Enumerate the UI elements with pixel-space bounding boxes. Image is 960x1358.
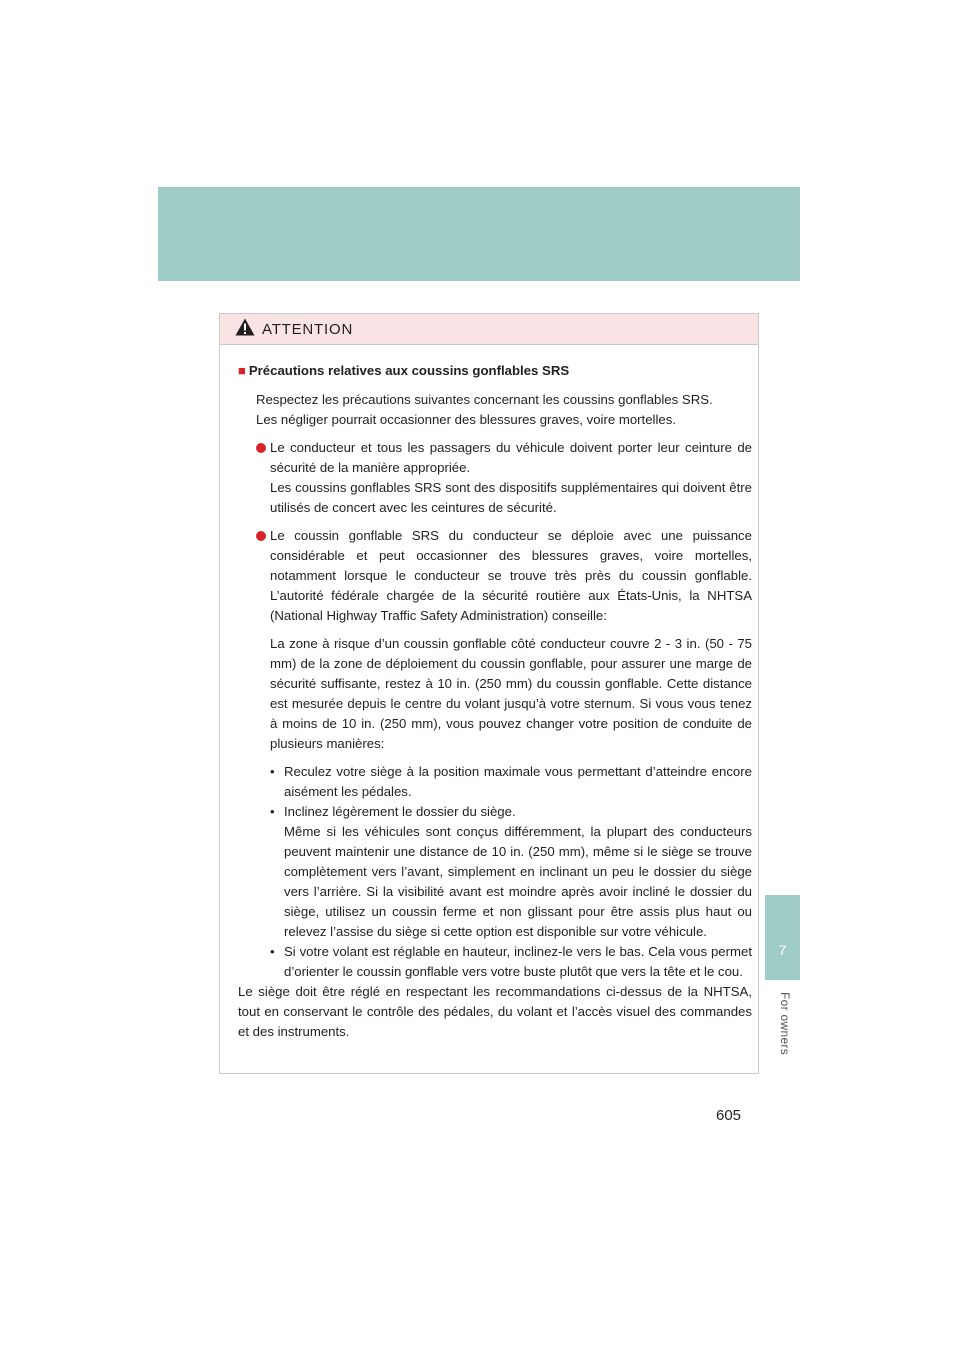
sub-list <box>270 762 752 982</box>
square-bullet-icon: ■ <box>238 363 246 378</box>
sub-list-item <box>270 942 752 982</box>
dot-bullet-icon: • <box>270 804 275 819</box>
detail-paragraph: La zone à risque d’un coussin gonflable côté conducteur couvre 2 - 3 in. (50 - 75 mm) de la zone de déploiement du coussin gonflable, pour assurer une marge de sécurité suffisante, restez à 10 in. (250 mm) du coussin gonflable. Cette distance est mesurée depuis le centre du volant jusqu’à votre sternum. Si vous vous tenez à moins de 10 in. (250 mm), vous pouvez changer votre position de conduite de plusieurs manières: <box>270 636 752 751</box>
section-heading: ■ Précautions relatives aux coussins gonflables SRS <box>238 363 570 378</box>
closing-paragraph: Le siège doit être réglé en respectant les recommandations ci-dessus de la NHTSA, tout en conservant le contrôle des pédales, du volant et l’accès visuel des commandes et des instruments. <box>238 984 752 1039</box>
warning-title: ATTENTION <box>262 321 354 338</box>
dot-bullet-icon: • <box>270 764 275 779</box>
warning-box <box>219 313 759 1074</box>
intro-line: Les négliger pourrait occasionner des blessures graves, voire mortelles. <box>256 412 677 427</box>
warning-triangle-icon <box>235 318 255 336</box>
list-item <box>238 438 752 518</box>
dot-bullet-icon: • <box>270 944 275 959</box>
header-band <box>158 187 800 281</box>
list-item-text: Le conducteur et tous les passagers du véhicule doivent porter leur ceinture de sécurité de la manière appropriée. <box>270 440 752 475</box>
sub-list-text: Reculez votre siège à la position maximale vous permettant d’atteindre encore aisément les pédales. <box>284 764 752 799</box>
chapter-label: For owners <box>778 992 792 1056</box>
circle-bullet-icon <box>256 443 266 453</box>
list-item-text: Le coussin gonflable SRS du conducteur se déploie avec une puissance considérable et peut occasionner des blessures graves, voire mortelles, notamment lorsque le conducteur se trouve très près du coussin gonflable. L’autorité fédérale chargée de la sécurité routière aux États-Unis, la NHTSA (National Highway Traffic Safety Administration) conseille: <box>270 528 752 623</box>
list-item <box>238 526 752 626</box>
sub-list-item <box>270 762 752 802</box>
sub-list-item <box>270 802 752 942</box>
chapter-tab <box>765 895 800 980</box>
page-number: 605 <box>716 1107 742 1124</box>
sub-list-note: Même si les véhicules sont conçus différemment, la plupart des conducteurs peuvent maintenir une distance de 10 in. (250 mm), même si le siège se trouve complètement vers l’avant, simplement en inclinant un peu le dossier du siège vers l’arrière. Si la visibilité avant est moindre après avoir incliné le dossier du siège, utilisez un coussin ferme et non glissant pour être assis plus haut ou relevez l’assise du siège si cette option est disponible sur votre véhicule. <box>284 824 752 939</box>
chapter-number: 7 <box>778 942 787 958</box>
warning-body <box>220 345 758 1042</box>
list-item-text: Les coussins gonflables SRS sont des dispositifs supplémentaires qui doivent être utilisés de concert avec les ceintures de sécurité. <box>270 480 752 515</box>
circle-bullet-icon <box>256 531 266 541</box>
warning-header <box>220 314 758 345</box>
sub-list-text: Inclinez légèrement le dossier du siège. <box>284 804 516 819</box>
intro-line: Respectez les précautions suivantes concernant les coussins gonflables SRS. <box>256 392 713 407</box>
sub-list-text: Si votre volant est réglable en hauteur, inclinez-le vers le bas. Cela vous permet d’orienter le coussin gonflable vers votre buste plutôt que vers la tête et le cou. <box>284 944 752 979</box>
